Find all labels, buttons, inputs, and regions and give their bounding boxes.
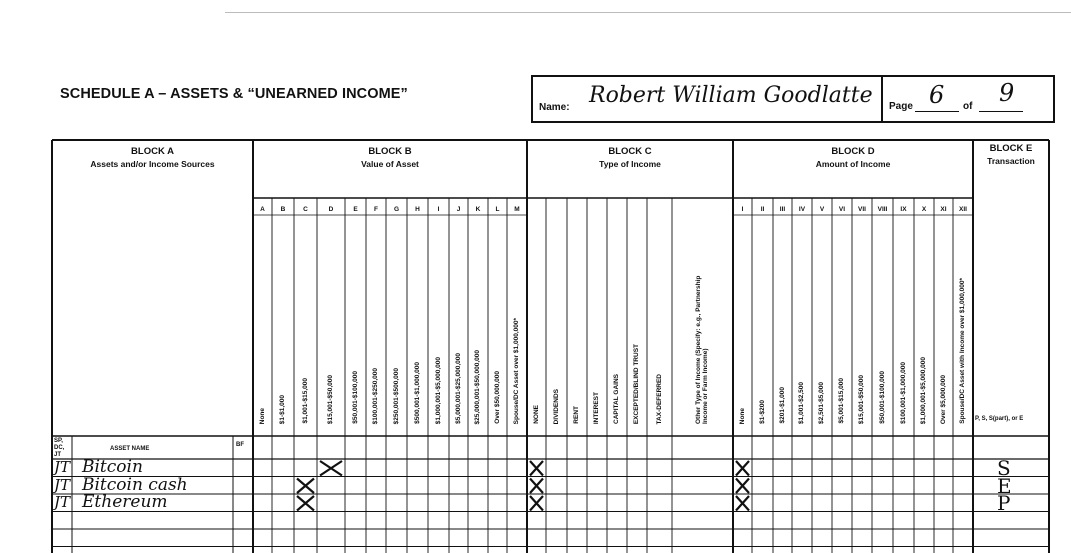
row-asset-name: Bitcoin — [82, 457, 143, 477]
owner-column-header: SP, DC, JT — [54, 438, 65, 458]
income-range-label: Over $5,000,000 — [939, 374, 947, 424]
schedule-title: SCHEDULE A – ASSETS & “UNEARNED INCOME” — [60, 86, 408, 102]
row-asset-name: Ethereum — [82, 492, 168, 512]
income-type-label: TAX-DEFERRED — [655, 373, 663, 424]
value-range-label: $1-$1,000 — [279, 394, 286, 424]
value-range-label: Over $50,000,000 — [493, 371, 501, 424]
income-type-label: RENT — [573, 406, 580, 424]
income-column-letter: X — [921, 206, 927, 213]
value-column-letter: A — [260, 206, 265, 213]
of-label: of — [963, 101, 973, 112]
value-range-label: None — [258, 407, 266, 424]
block-c-subtitle: Type of Income — [599, 159, 661, 169]
income-column-letter: V — [819, 206, 825, 213]
income-range-label: $100,001-$1,000,000 — [899, 362, 907, 424]
income-type-label: CAPITAL GAINS — [613, 374, 620, 424]
name-label: Name: — [539, 102, 570, 113]
income-range-label: $1,000,001-$5,000,000 — [920, 356, 927, 424]
income-range-label: $5,001-$15,000 — [838, 378, 845, 424]
value-range-label: $500,001-$1,000,000 — [413, 362, 421, 424]
income-range-label: $1-$200 — [758, 400, 766, 424]
block-d-title: BLOCK D — [831, 146, 875, 157]
income-column-letter: VIII — [877, 206, 888, 213]
block-e-title: BLOCK E — [989, 143, 1033, 154]
asset-name-header: ASSET NAME — [110, 446, 150, 452]
bf-column-header: BF — [236, 442, 244, 448]
value-range-label: $15,001-$50,000 — [327, 374, 334, 424]
value-range-label: $100,001-$250,000 — [372, 367, 379, 424]
income-column-letter: XII — [959, 206, 967, 213]
row-transaction-code: S — [997, 456, 1011, 480]
income-column-letter: II — [760, 206, 765, 213]
income-column-letter: IX — [900, 206, 907, 213]
row-owner: JT — [54, 458, 71, 476]
income-type-label: DIVIDENDS — [552, 388, 560, 424]
income-range-label: $15,001-$50,000 — [858, 374, 865, 424]
value-range-label: $5,000,001-$25,000,000 — [454, 353, 462, 424]
income-type-label: INTEREST — [593, 391, 600, 424]
block-c-title: BLOCK C — [608, 146, 652, 157]
income-type-label: Other Type of Income (Specify: e.g., Partnership Income or Farm Income) — [694, 275, 709, 424]
income-range-label: $2,501-$5,000 — [818, 382, 825, 424]
block-b-title: BLOCK B — [368, 146, 412, 157]
row-owner: JT — [54, 475, 71, 494]
block-b-subtitle: Value of Asset — [361, 159, 419, 169]
value-column-letter: I — [437, 206, 440, 213]
value-column-letter: H — [415, 206, 420, 213]
income-column-letter: XI — [940, 206, 947, 213]
income-range-label: Spouse/DC Asset with Income over $1,000,000* — [959, 278, 966, 424]
income-range-label: $201-$1,000 — [778, 387, 786, 424]
block-a-title: BLOCK A — [131, 146, 174, 157]
value-range-label: $50,001-$100,000 — [351, 371, 359, 424]
row-transaction-code: E — [997, 473, 1012, 498]
value-column-letter: L — [495, 206, 500, 213]
row-transaction-code: P — [997, 491, 1011, 515]
value-range-label: $250,001-$500,000 — [392, 367, 400, 424]
block-e-subtitle: Transaction — [987, 156, 1035, 166]
row-asset-name: Bitcoin cash — [82, 474, 188, 495]
value-range-label: Spouse/DC Asset over $1,000,000* — [513, 317, 520, 424]
value-range-label: $1,001-$15,000 — [301, 378, 309, 424]
income-column-letter: I — [741, 206, 744, 213]
value-column-letter: C — [303, 206, 308, 213]
total-pages: 9 — [999, 79, 1015, 107]
income-type-label: NONE — [532, 405, 540, 424]
income-range-label: None — [738, 407, 746, 424]
income-column-letter: III — [779, 206, 786, 213]
value-column-letter: J — [456, 206, 461, 213]
value-column-letter: G — [393, 206, 400, 213]
income-range-label: $50,001-$100,000 — [878, 371, 886, 424]
page-label: Page — [889, 101, 913, 112]
income-column-letter: IV — [798, 206, 806, 213]
income-type-label: EXCEPTED/BLIND TRUST — [633, 343, 640, 424]
value-column-letter: E — [353, 206, 358, 213]
name-value: Robert William Goodlatte — [589, 83, 873, 108]
value-column-letter: M — [514, 206, 520, 213]
value-column-letter: K — [475, 206, 481, 213]
value-range-label: $1,000,001-$5,000,000 — [434, 356, 442, 424]
income-range-label: $1,001-$2,500 — [798, 382, 805, 424]
block-a-subtitle: Assets and/or Income Sources — [90, 159, 215, 169]
block-d-subtitle: Amount of Income — [815, 159, 891, 169]
income-column-letter: VI — [838, 206, 846, 213]
page-number: 6 — [929, 81, 945, 109]
transaction-codes-note: P, S, S(part), or E — [975, 416, 1024, 422]
value-column-letter: D — [328, 206, 334, 213]
row-owner: JT — [54, 493, 71, 511]
value-column-letter: F — [374, 206, 378, 213]
income-column-letter: VII — [858, 206, 866, 213]
value-range-label: $25,000,001-$50,000,000 — [474, 349, 481, 424]
value-column-letter: B — [280, 206, 286, 213]
